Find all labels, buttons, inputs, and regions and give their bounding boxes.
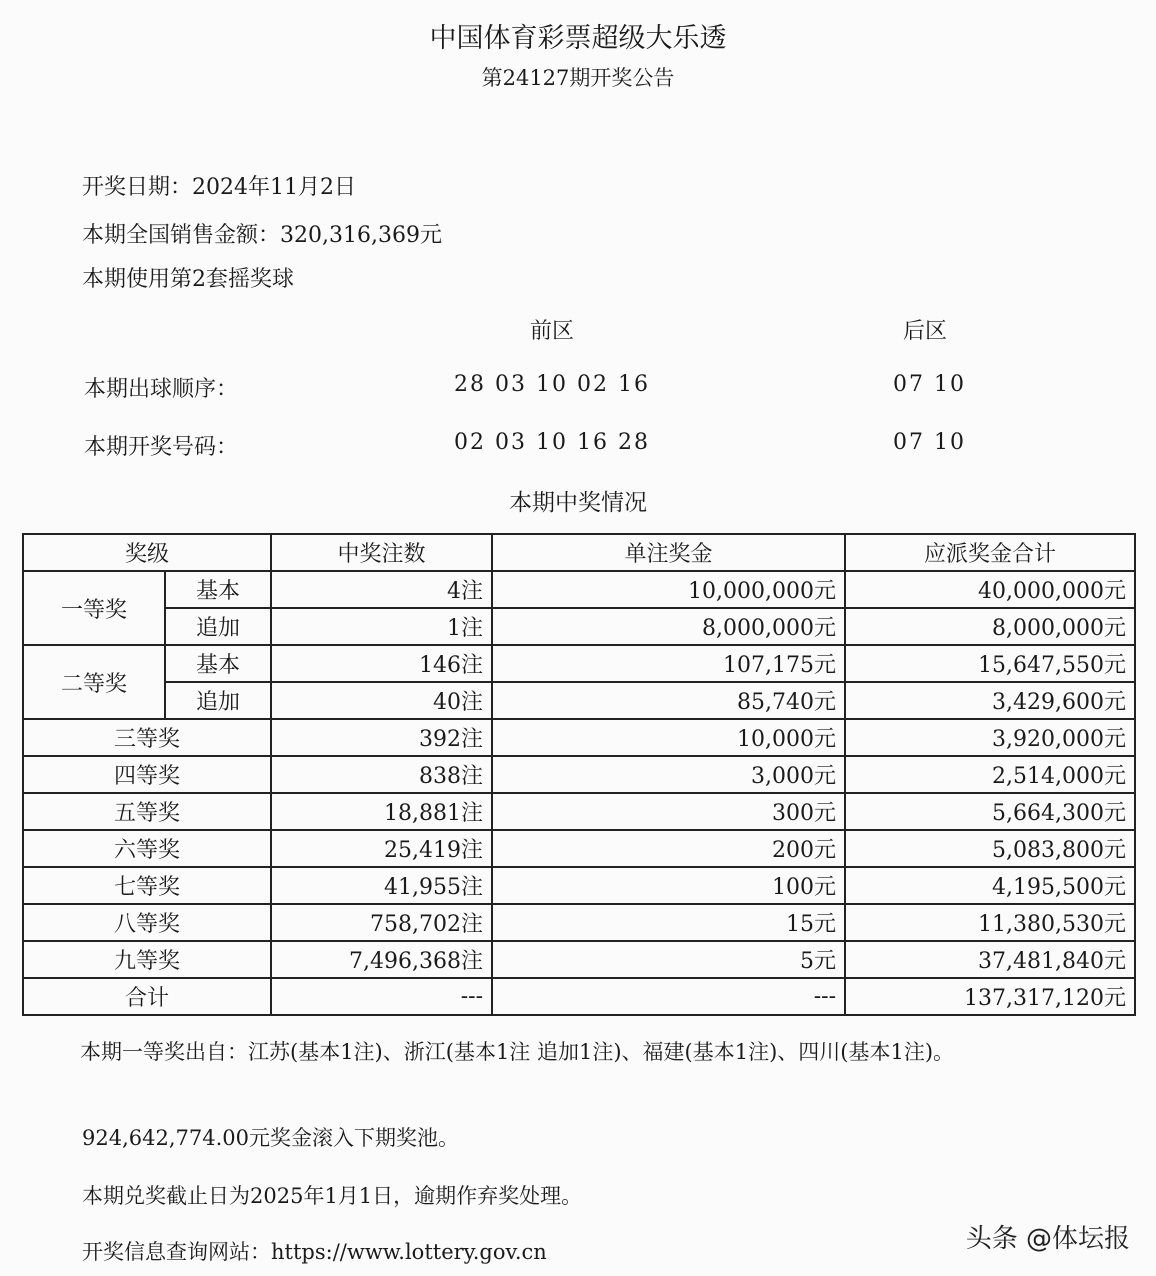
level-label: 五等奖 — [23, 793, 271, 830]
website-note: 开奖信息查询网站：https://www.lottery.gov.cn — [82, 1240, 547, 1264]
result-back-numbers: 07 10 — [893, 430, 966, 455]
sub-type: 追加 — [165, 682, 271, 719]
sales-amount: 本期全国销售金额：320,316,369元 — [82, 223, 442, 248]
table-row — [23, 978, 1135, 1015]
total-prize: 3,920,000元 — [845, 719, 1135, 756]
order-label: 本期出球顺序： — [84, 377, 239, 402]
level-label: 九等奖 — [23, 941, 271, 978]
sub-type: 追加 — [165, 608, 271, 645]
total-prize: 5,664,300元 — [845, 793, 1135, 830]
unit-prize: 5元 — [492, 941, 845, 978]
table-row — [23, 904, 1135, 941]
level-label: 二等奖 — [23, 645, 165, 719]
table-row — [23, 756, 1135, 793]
table-row — [23, 941, 1135, 978]
level-label: 四等奖 — [23, 756, 271, 793]
rollover-note: 924,642,774.00元奖金滚入下期奖池。 — [82, 1126, 459, 1150]
win-count: 758,702注 — [271, 904, 492, 941]
total-prize: 15,647,550元 — [845, 645, 1135, 682]
unit-prize: 200元 — [492, 830, 845, 867]
total-prize: 5,083,800元 — [845, 830, 1135, 867]
unit-prize: 300元 — [492, 793, 845, 830]
header-total-prize: 应派奖金合计 — [845, 534, 1135, 571]
unit-prize: --- — [492, 978, 845, 1015]
win-count: 4注 — [271, 571, 492, 608]
win-count: 25,419注 — [271, 830, 492, 867]
win-count: 392注 — [271, 719, 492, 756]
unit-prize: 10,000,000元 — [492, 571, 845, 608]
table-row — [23, 793, 1135, 830]
unit-prize: 10,000元 — [492, 719, 845, 756]
level-label: 六等奖 — [23, 830, 271, 867]
ball-set: 本期使用第2套摇奖球 — [82, 267, 294, 292]
total-prize: 11,380,530元 — [845, 904, 1135, 941]
result-label: 本期开奖号码： — [84, 435, 239, 460]
win-count: 41,955注 — [271, 867, 492, 904]
total-prize: 8,000,000元 — [845, 608, 1135, 645]
header-count: 中奖注数 — [271, 534, 492, 571]
order-front-numbers: 28 03 10 02 16 — [454, 372, 650, 397]
header-level: 奖级 — [23, 534, 271, 571]
total-prize: 137,317,120元 — [845, 978, 1135, 1015]
table-row — [23, 608, 1135, 645]
level-label: 三等奖 — [23, 719, 271, 756]
unit-prize: 85,740元 — [492, 682, 845, 719]
page-title: 中国体育彩票超级大乐透 — [429, 23, 727, 54]
prize-section-title: 本期中奖情况 — [509, 490, 647, 516]
table-row — [23, 645, 1135, 682]
page-subtitle: 第24127期开奖公告 — [481, 66, 675, 90]
win-count: 146注 — [271, 645, 492, 682]
unit-prize: 3,000元 — [492, 756, 845, 793]
win-count: --- — [271, 978, 492, 1015]
unit-prize: 107,175元 — [492, 645, 845, 682]
table-row — [23, 682, 1135, 719]
level-label: 八等奖 — [23, 904, 271, 941]
unit-prize: 8,000,000元 — [492, 608, 845, 645]
table-row — [23, 867, 1135, 904]
total-prize: 4,195,500元 — [845, 867, 1135, 904]
win-count: 1注 — [271, 608, 492, 645]
level-label: 一等奖 — [23, 571, 165, 645]
total-prize: 2,514,000元 — [845, 756, 1135, 793]
unit-prize: 100元 — [492, 867, 845, 904]
table-row — [23, 830, 1135, 867]
unit-prize: 15元 — [492, 904, 845, 941]
table-row — [23, 719, 1135, 756]
total-prize: 3,429,600元 — [845, 682, 1135, 719]
total-prize: 37,481,840元 — [845, 941, 1135, 978]
sub-type: 基本 — [165, 645, 271, 682]
win-count: 18,881注 — [271, 793, 492, 830]
result-front-numbers: 02 03 10 16 28 — [454, 430, 650, 455]
level-label: 七等奖 — [23, 867, 271, 904]
draw-date: 开奖日期：2024年11月2日 — [82, 175, 356, 200]
deadline-note: 本期兑奖截止日为2025年1月1日，逾期作弃奖处理。 — [82, 1184, 583, 1208]
prize-table — [22, 533, 1136, 1016]
first-prize-origin-note: 本期一等奖出自：江苏(基本1注)、浙江(基本1注 追加1注)、福建(基本1注)、四川(基本1注)。 — [80, 1040, 955, 1064]
win-count: 838注 — [271, 756, 492, 793]
win-count: 40注 — [271, 682, 492, 719]
order-back-numbers: 07 10 — [893, 372, 966, 397]
back-zone-label: 后区 — [903, 319, 948, 344]
front-zone-label: 前区 — [530, 319, 575, 344]
sub-type: 基本 — [165, 571, 271, 608]
source-watermark: 头条 @体坛报 — [965, 1224, 1130, 1254]
table-header-row — [23, 534, 1135, 571]
table-row — [23, 571, 1135, 608]
win-count: 7,496,368注 — [271, 941, 492, 978]
total-prize: 40,000,000元 — [845, 571, 1135, 608]
header-unit-prize: 单注奖金 — [492, 534, 845, 571]
level-label: 合计 — [23, 978, 271, 1015]
